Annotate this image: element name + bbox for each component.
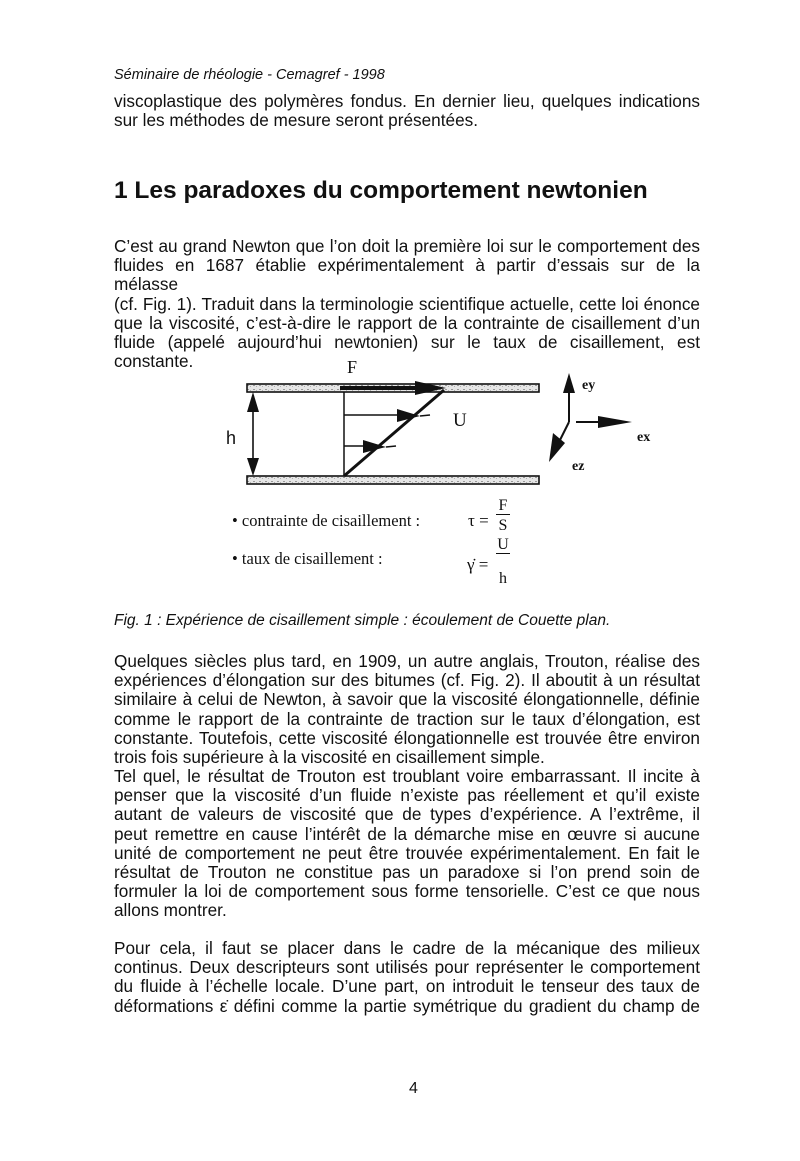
text-line: fluide (appelé aujourd’hui newtonien) sur le taux de cisaillement, est xyxy=(114,332,700,353)
text-line: expériences d’élongation sur des bitumes (cf. Fig. 2). Il aboutit à un résultat xyxy=(114,670,700,691)
gamma-denominator: h xyxy=(499,570,507,587)
paragraph-trouton xyxy=(114,652,700,767)
text-line: C’est au grand Newton que l’on doit la première loi sur le comportement des xyxy=(114,236,700,256)
figure-caption: Fig. 1 : Expérience de cisaillement simple : écoulement de Couette plan. xyxy=(114,612,611,629)
text-line: penser que la viscosité d’un fluide n’existe pas réellement et qu’il existe xyxy=(114,785,700,806)
paragraph-paradox xyxy=(114,767,700,921)
section-title: 1 Les paradoxes du comportement newtonien xyxy=(114,177,648,204)
text-line: unité de comportement ne peut être trouvée expérimentalement. En fait le xyxy=(114,842,700,863)
text-line: autant de valeurs de viscosité que de types d’expérience. A l’extrême, il xyxy=(114,804,700,825)
text-line: que la viscosité, c’est-à-dire le rapport de la contrainte de cisaillement d’un xyxy=(114,312,700,333)
tau-numerator: F xyxy=(496,497,510,515)
text-line: Tel quel, le résultat de Trouton est troublant voire embarrassant. Il incite à xyxy=(114,766,700,786)
page-number: 4 xyxy=(409,1080,418,1097)
formula-shear-stress: • contrainte de cisaillement : xyxy=(232,511,421,530)
text-line: constante. xyxy=(114,351,194,372)
couette-flow-diagram xyxy=(200,355,700,495)
text-line: déformations ε̇ défini comme la partie symétrique du gradient du champ de xyxy=(114,995,700,1016)
ey-arrow xyxy=(563,373,575,393)
text-line: Pour cela, il faut se placer dans le cadre de la mécanique des milieux xyxy=(114,938,700,958)
text-line: du fluide à l’échelle locale. D’une part, on introduit le tenseur des taux de xyxy=(114,976,700,997)
text-line: résultat de Trouton ne constitue pas un paradoxe si l’on prend soin de xyxy=(114,862,700,883)
text-line: Quelques siècles plus tard, en 1909, un autre anglais, Trouton, réalise des xyxy=(114,651,700,671)
text-line: viscoplastique des polymères fondus. En dernier lieu, quelques indications xyxy=(114,91,700,111)
text-line: sur les méthodes de mesure seront présentées. xyxy=(114,110,478,131)
tau-lhs: τ = xyxy=(468,511,489,530)
force-label: F xyxy=(347,357,358,377)
paragraph-continuum xyxy=(114,939,700,1016)
running-header: Séminaire de rhéologie - Cemagref - 1998 xyxy=(114,67,385,83)
text-line: similaire à celui de Newton, à savoir que la viscosité élongationnelle, définie xyxy=(114,689,700,710)
gamma-numerator: U xyxy=(497,536,509,553)
ex-arrow xyxy=(598,416,632,428)
text-line: fluides en 1687 établie expérimentalement à partir d’essais sur de la mélasse xyxy=(114,255,700,295)
velocity-label: U xyxy=(453,410,467,431)
text-line: constante. Toutefois, cette viscosité élongationnelle est trouvée être environ xyxy=(114,727,700,748)
bottom-plate xyxy=(247,476,539,484)
velocity-profile-line xyxy=(344,390,444,476)
text-line: peut remettre en cause l’intérêt de la démarche mise en œuvre si aucune xyxy=(114,823,700,844)
text-line: formuler la loi de comportement sous forme tensorielle. C’est ce que nous xyxy=(114,881,700,902)
ey-label: ey xyxy=(582,378,596,393)
text-line: trois fois supérieure à la viscosité en cisaillement simple. xyxy=(114,747,545,768)
text-line: comme le rapport de la contrainte de traction sur le taux d’élongation, est xyxy=(114,708,700,729)
ez-label: ez xyxy=(572,459,585,474)
ex-label: ex xyxy=(637,430,651,445)
tau-denominator: S xyxy=(498,517,508,534)
gap-label: h xyxy=(226,428,237,448)
gamma-dot-lhs: γ̇ = xyxy=(467,555,489,574)
ez-arrow xyxy=(549,433,565,462)
text-line: continus. Deux descripteurs sont utilisés pour représenter le comportement xyxy=(114,957,700,978)
formula-shear-rate: • taux de cisaillement : xyxy=(232,549,383,568)
intro-paragraph xyxy=(114,92,700,130)
text-line: allons montrer. xyxy=(114,900,227,921)
paragraph-newton xyxy=(114,237,700,371)
text-line: (cf. Fig. 1). Traduit dans la terminologie scientifique actuelle, cette loi énonce xyxy=(114,293,700,314)
